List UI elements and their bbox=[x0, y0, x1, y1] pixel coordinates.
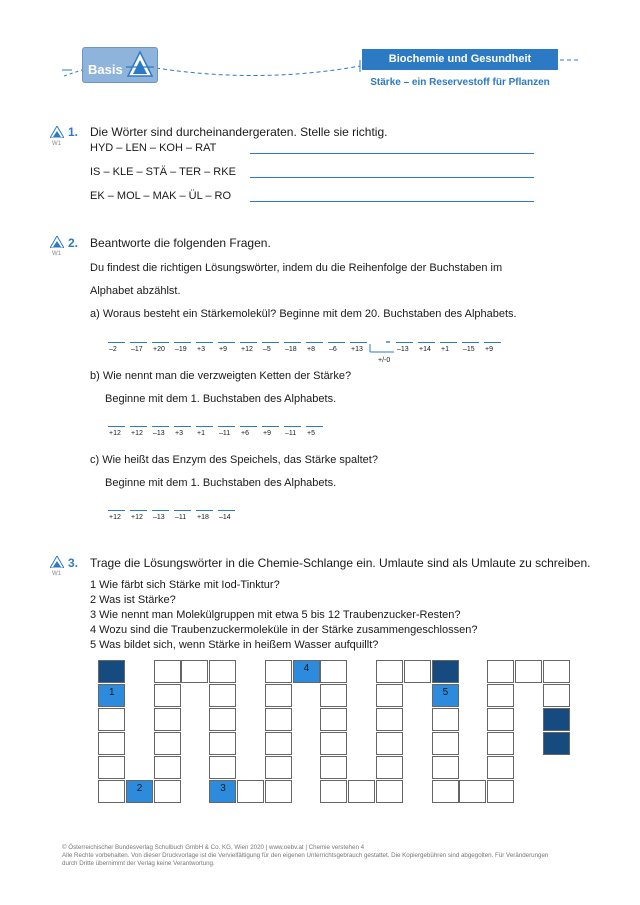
letter-slot[interactable] bbox=[196, 510, 213, 511]
letter-offset: +9 bbox=[219, 346, 227, 353]
task1-item: EK – MOL – MAK – ÜL – RO bbox=[90, 190, 232, 202]
letter-slot[interactable] bbox=[350, 342, 367, 343]
letter-offset: +12 bbox=[109, 514, 121, 521]
separator-bracket bbox=[368, 338, 398, 356]
snake-cell[interactable] bbox=[487, 684, 514, 707]
letter-offset: –18 bbox=[285, 346, 297, 353]
question-c-hint: Beginne mit dem 1. Buchstaben des Alphabets. bbox=[105, 477, 337, 489]
task1-title: Die Wörter sind durcheinandergeraten. Stelle sie richtig. bbox=[90, 125, 388, 139]
letter-slot[interactable] bbox=[440, 342, 457, 343]
letter-slot[interactable] bbox=[218, 342, 235, 343]
snake-cell[interactable]: 4 bbox=[293, 660, 320, 683]
snake-cell[interactable] bbox=[98, 708, 125, 731]
level-triangle-icon bbox=[50, 556, 64, 568]
snake-cell[interactable] bbox=[515, 660, 542, 683]
letter-offset: +12 bbox=[109, 430, 121, 437]
snake-cell[interactable] bbox=[320, 660, 347, 683]
snake-cell[interactable] bbox=[209, 732, 236, 755]
snake-cell[interactable] bbox=[487, 732, 514, 755]
snake-cell[interactable] bbox=[432, 708, 459, 731]
letter-slot[interactable] bbox=[174, 342, 191, 343]
snake-cell[interactable] bbox=[543, 660, 570, 683]
snake-cell[interactable] bbox=[181, 660, 208, 683]
page-subtitle: Stärke – ein Reservestoff für Pflanzen bbox=[370, 77, 550, 88]
task3-question: 5 Was bildet sich, wenn Stärke in heißem Wasser aufquillt? bbox=[90, 639, 379, 651]
letter-slot[interactable] bbox=[484, 342, 501, 343]
letter-offset: +9 bbox=[263, 430, 271, 437]
snake-cell[interactable] bbox=[432, 732, 459, 755]
snake-cell[interactable] bbox=[487, 756, 514, 779]
task3-number: 3. bbox=[68, 556, 79, 570]
task2-number: 2. bbox=[68, 236, 79, 250]
letter-offset: –19 bbox=[175, 346, 187, 353]
snake-cell[interactable] bbox=[320, 780, 347, 803]
triangle-logo-icon bbox=[126, 50, 154, 78]
letter-offset: –2 bbox=[109, 346, 117, 353]
letter-slot[interactable] bbox=[240, 342, 257, 343]
question-a: a) Woraus besteht ein Stärkemolekül? Beginne mit dem 20. Buchstaben des Alphabets. bbox=[90, 308, 517, 320]
letter-slot[interactable] bbox=[174, 426, 191, 427]
letter-slot[interactable] bbox=[108, 342, 125, 343]
snake-cell[interactable] bbox=[98, 756, 125, 779]
snake-cell[interactable] bbox=[320, 708, 347, 731]
letter-slot[interactable] bbox=[306, 342, 323, 343]
snake-cell[interactable] bbox=[154, 684, 181, 707]
letter-slot[interactable] bbox=[196, 426, 213, 427]
letter-offset: –14 bbox=[219, 514, 231, 521]
snake-cell[interactable] bbox=[348, 780, 375, 803]
task2-intro: Alphabet abzählst. bbox=[90, 285, 181, 297]
snake-cell[interactable] bbox=[376, 684, 403, 707]
letter-offset: +8 bbox=[307, 346, 315, 353]
letter-slot[interactable] bbox=[418, 342, 435, 343]
task3-question: 4 Wozu sind die Traubenzuckermoleküle in der Stärke zusammengeschlossen? bbox=[90, 624, 478, 636]
snake-cell[interactable] bbox=[98, 780, 125, 803]
footer-rights: Alle Rechte vorbehalten. Von dieser Druckvorlage ist die Vervielfältigung für den eigenen Unterrichtsgebrauch gestattet. Die Kopiergebühren sind abgegolten. Für Veränderungen bbox=[62, 852, 549, 859]
letter-offset: –17 bbox=[131, 346, 143, 353]
snake-cell[interactable] bbox=[209, 684, 236, 707]
letter-slot[interactable] bbox=[174, 510, 191, 511]
letter-offset: –11 bbox=[175, 514, 187, 521]
snake-cell[interactable]: 1 bbox=[98, 684, 125, 707]
question-b: b) Wie nennt man die verzweigten Ketten der Stärke? bbox=[90, 370, 352, 382]
letter-offset: –6 bbox=[329, 346, 337, 353]
letter-offset: –13 bbox=[153, 514, 165, 521]
task3-question: 1 Wie färbt sich Stärke mit Iod-Tinktur? bbox=[90, 579, 280, 591]
snake-cell[interactable] bbox=[154, 756, 181, 779]
letter-offset: +12 bbox=[131, 514, 143, 521]
letter-slot[interactable] bbox=[240, 426, 257, 427]
snake-cell[interactable] bbox=[320, 684, 347, 707]
letter-offset: +1 bbox=[197, 430, 205, 437]
snake-cell[interactable] bbox=[404, 660, 431, 683]
snake-cell[interactable] bbox=[487, 708, 514, 731]
snake-cell[interactable] bbox=[265, 660, 292, 683]
snake-cell[interactable] bbox=[459, 780, 486, 803]
snake-cell[interactable] bbox=[320, 756, 347, 779]
letter-slot[interactable] bbox=[284, 342, 301, 343]
letter-slot[interactable] bbox=[306, 426, 323, 427]
level-triangle-icon bbox=[50, 126, 64, 138]
snake-cell[interactable] bbox=[543, 732, 570, 755]
snake-cell[interactable] bbox=[265, 756, 292, 779]
snake-cell[interactable] bbox=[98, 732, 125, 755]
snake-cell[interactable] bbox=[237, 780, 264, 803]
letter-offset: –13 bbox=[397, 346, 409, 353]
letter-offset: +6 bbox=[241, 430, 249, 437]
letter-slot[interactable] bbox=[328, 342, 345, 343]
letter-slot[interactable] bbox=[284, 426, 301, 427]
letter-offset: +18 bbox=[197, 514, 209, 521]
snake-cell[interactable] bbox=[487, 660, 514, 683]
letter-offset: +5 bbox=[307, 430, 315, 437]
letter-offset: –11 bbox=[219, 430, 231, 437]
letter-offset: +12 bbox=[131, 430, 143, 437]
task1-answer-line[interactable] bbox=[250, 153, 534, 154]
letter-slot[interactable] bbox=[108, 510, 125, 511]
snake-cell[interactable] bbox=[432, 660, 459, 683]
snake-cell[interactable]: 5 bbox=[432, 684, 459, 707]
letter-slot[interactable] bbox=[130, 426, 147, 427]
letter-offset: +9 bbox=[485, 346, 493, 353]
snake-cell[interactable] bbox=[154, 660, 181, 683]
snake-cell[interactable] bbox=[376, 756, 403, 779]
snake-cell[interactable] bbox=[265, 708, 292, 731]
letter-slot[interactable] bbox=[396, 342, 413, 343]
snake-cell[interactable]: 2 bbox=[126, 780, 153, 803]
snake-cell[interactable] bbox=[487, 780, 514, 803]
basis-label: Basis bbox=[88, 62, 123, 77]
snake-cell[interactable] bbox=[376, 732, 403, 755]
snake-cell[interactable] bbox=[154, 780, 181, 803]
letter-slot[interactable] bbox=[462, 342, 479, 343]
task2-tag: W1 bbox=[52, 251, 61, 257]
snake-cell[interactable] bbox=[265, 780, 292, 803]
letter-slot[interactable] bbox=[262, 426, 279, 427]
snake-cell[interactable] bbox=[154, 708, 181, 731]
snake-cell[interactable]: 3 bbox=[209, 780, 236, 803]
level-triangle-icon bbox=[50, 236, 64, 248]
task1-answer-line[interactable] bbox=[250, 177, 534, 178]
letter-offset: +3 bbox=[175, 430, 183, 437]
task1-item: IS – KLE – STÄ – TER – RKE bbox=[90, 166, 236, 178]
letter-slot[interactable] bbox=[218, 510, 235, 511]
letter-offset: –13 bbox=[153, 430, 165, 437]
letter-slot[interactable] bbox=[218, 426, 235, 427]
task3-tag: W1 bbox=[52, 571, 61, 577]
letter-offset: +14 bbox=[419, 346, 431, 353]
snake-cell[interactable] bbox=[154, 732, 181, 755]
snake-cell[interactable] bbox=[432, 780, 459, 803]
separator-label: +/-0 bbox=[378, 357, 391, 364]
task1-number: 1. bbox=[68, 125, 79, 139]
snake-cell[interactable] bbox=[98, 660, 125, 683]
letter-offset: +1 bbox=[441, 346, 449, 353]
letter-slot[interactable] bbox=[196, 342, 213, 343]
letter-offset: +20 bbox=[153, 346, 165, 353]
letter-slot[interactable] bbox=[152, 426, 169, 427]
task2-title: Beantworte die folgenden Fragen. bbox=[90, 236, 271, 250]
snake-cell[interactable] bbox=[376, 708, 403, 731]
snake-cell[interactable] bbox=[376, 660, 403, 683]
letter-slot[interactable] bbox=[262, 342, 279, 343]
task1-item: HYD – LEN – KOH – RAT bbox=[90, 142, 217, 154]
question-c: c) Wie heißt das Enzym des Speichels, das Stärke spaltet? bbox=[90, 454, 378, 466]
snake-cell[interactable] bbox=[543, 684, 570, 707]
letter-slot[interactable] bbox=[108, 426, 125, 427]
letter-slot[interactable] bbox=[130, 342, 147, 343]
letter-offset: –15 bbox=[463, 346, 475, 353]
snake-cell[interactable] bbox=[209, 660, 236, 683]
letter-offset: +13 bbox=[351, 346, 363, 353]
letter-offset: –5 bbox=[263, 346, 271, 353]
footer-copyright: © Österreichischer Bundesverlag Schulbuch GmbH & Co. KG, Wien 2020 | www.oebv.at | Chemie verstehen 4 bbox=[62, 844, 365, 851]
snake-cell[interactable] bbox=[265, 684, 292, 707]
task3-question: 2 Was ist Stärke? bbox=[90, 594, 176, 606]
snake-cell[interactable] bbox=[376, 780, 403, 803]
letter-offset: +3 bbox=[197, 346, 205, 353]
snake-cell[interactable] bbox=[209, 708, 236, 731]
snake-cell[interactable] bbox=[209, 756, 236, 779]
letter-slot[interactable] bbox=[130, 510, 147, 511]
letter-offset: +12 bbox=[241, 346, 253, 353]
snake-cell[interactable] bbox=[543, 708, 570, 731]
topic-tab: Biochemie und Gesundheit bbox=[362, 49, 558, 70]
task1-tag: W1 bbox=[52, 141, 61, 147]
letter-offset: –11 bbox=[285, 430, 297, 437]
footer-rights: durch Dritte übernimmt der Verlag keine Verantwortung. bbox=[62, 860, 215, 867]
letter-slot[interactable] bbox=[152, 510, 169, 511]
snake-cell[interactable] bbox=[265, 732, 292, 755]
task3-title: Trage die Lösungswörter in die Chemie-Schlange ein. Umlaute sind als Umlaute zu schreiben. bbox=[90, 556, 591, 570]
task2-intro: Du findest die richtigen Lösungswörter, indem du die Reihenfolge der Buchstaben im bbox=[90, 262, 503, 274]
snake-cell[interactable] bbox=[432, 756, 459, 779]
question-b-hint: Beginne mit dem 1. Buchstaben des Alphabets. bbox=[105, 393, 337, 405]
task3-question: 3 Wie nennt man Molekülgruppen mit etwa 5 bis 12 Traubenzucker-Resten? bbox=[90, 609, 461, 621]
snake-cell[interactable] bbox=[320, 732, 347, 755]
letter-slot[interactable] bbox=[152, 342, 169, 343]
task1-answer-line[interactable] bbox=[250, 201, 534, 202]
